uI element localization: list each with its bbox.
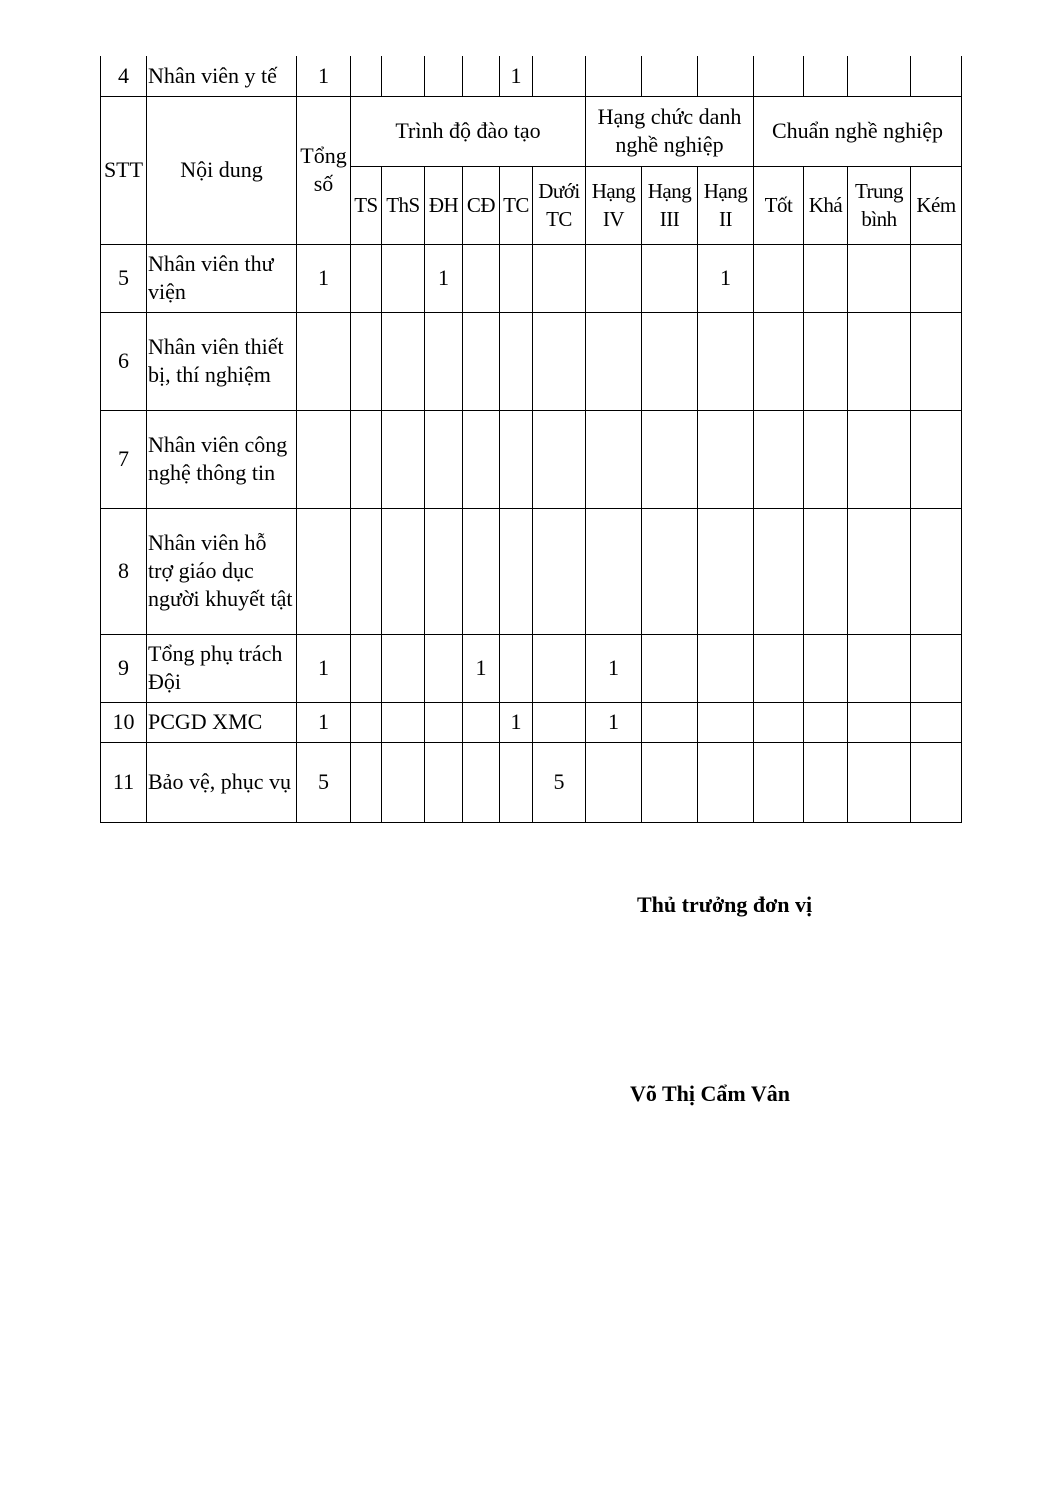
row-cell (425, 312, 463, 410)
row-cell (586, 742, 642, 822)
row-cell (804, 410, 848, 508)
row-cell (500, 244, 533, 312)
row-cell (804, 56, 848, 96)
row-cell (754, 634, 804, 702)
row-cell (848, 508, 911, 634)
row-cell (425, 508, 463, 634)
row-cell (351, 312, 382, 410)
row-cell: 1 (698, 244, 754, 312)
row-cell (911, 634, 962, 702)
row-cell (425, 56, 463, 96)
row-cell (351, 410, 382, 508)
row-cell (586, 508, 642, 634)
row-cell (463, 410, 500, 508)
row-cell (463, 742, 500, 822)
row-cell (698, 702, 754, 742)
row-cell (754, 702, 804, 742)
row-cell (698, 312, 754, 410)
row-cell (463, 702, 500, 742)
row-cell (500, 742, 533, 822)
row-content: Nhân viên thư viện (147, 244, 297, 312)
row-cell (463, 56, 500, 96)
table-row (101, 508, 962, 634)
row-cell (500, 312, 533, 410)
row-cell (382, 410, 425, 508)
row-cell (351, 702, 382, 742)
row-cell (642, 410, 698, 508)
row-cell (533, 56, 586, 96)
row-cell (642, 742, 698, 822)
row-cell: 5 (297, 742, 351, 822)
row-cell (425, 410, 463, 508)
header-standard-trung-binh: Trung bình (848, 166, 911, 244)
table-header (101, 96, 962, 244)
row-cell (804, 634, 848, 702)
row-cell (382, 634, 425, 702)
row-cell: 1 (586, 634, 642, 702)
header-training-ths: ThS (382, 166, 425, 244)
row-content: Nhân viên công nghệ thông tin (147, 410, 297, 508)
row-cell (848, 702, 911, 742)
row-stt: 7 (101, 410, 147, 508)
row-cell (911, 410, 962, 508)
row-cell (533, 410, 586, 508)
row-content: Nhân viên y tế (147, 56, 297, 96)
table-body-top (101, 56, 962, 96)
header-training-dh: ĐH (425, 166, 463, 244)
row-stt: 9 (101, 634, 147, 702)
header-rank-iii: Hạng III (642, 166, 698, 244)
row-cell (911, 312, 962, 410)
row-stt: 10 (101, 702, 147, 742)
row-cell (754, 312, 804, 410)
row-cell: 1 (297, 244, 351, 312)
row-cell (848, 742, 911, 822)
row-cell (911, 244, 962, 312)
row-cell (698, 508, 754, 634)
row-cell (463, 508, 500, 634)
row-cell (351, 244, 382, 312)
header-group-rank: Hạng chức danh nghề nghiệp (586, 96, 754, 166)
row-cell (911, 508, 962, 634)
row-cell: 1 (500, 702, 533, 742)
table-row (101, 742, 962, 822)
row-cell: 5 (533, 742, 586, 822)
table-row (101, 410, 962, 508)
row-cell (586, 312, 642, 410)
table-row (101, 702, 962, 742)
row-cell: 1 (500, 56, 533, 96)
row-cell: 1 (297, 56, 351, 96)
row-cell (463, 312, 500, 410)
row-cell (533, 634, 586, 702)
row-cell (382, 56, 425, 96)
row-cell: 1 (425, 244, 463, 312)
table-row (101, 56, 962, 96)
row-cell (351, 634, 382, 702)
row-cell (382, 244, 425, 312)
row-cell (848, 410, 911, 508)
row-cell (698, 634, 754, 702)
row-cell (804, 312, 848, 410)
header-standard-kha: Khá (804, 166, 848, 244)
row-cell (642, 702, 698, 742)
row-cell (754, 244, 804, 312)
row-cell (500, 634, 533, 702)
header-standard-tot: Tốt (754, 166, 804, 244)
row-cell (848, 244, 911, 312)
row-cell (804, 742, 848, 822)
row-cell (500, 508, 533, 634)
staff-statistics-table (100, 56, 962, 823)
row-cell: 1 (297, 634, 351, 702)
table-row (101, 312, 962, 410)
row-cell (754, 742, 804, 822)
row-cell (698, 410, 754, 508)
header-training-duoi-tc: Dưới TC (533, 166, 586, 244)
header-group-standard: Chuẩn nghề nghiệp (754, 96, 962, 166)
table-row (101, 634, 962, 702)
header-stt: STT (101, 96, 147, 244)
row-cell (586, 244, 642, 312)
row-cell: 1 (463, 634, 500, 702)
signature-title: Thủ trưởng đơn vị (637, 892, 813, 917)
header-training-tc: TC (500, 166, 533, 244)
row-cell (533, 702, 586, 742)
row-stt: 5 (101, 244, 147, 312)
row-cell (911, 702, 962, 742)
row-cell (382, 702, 425, 742)
row-cell (911, 742, 962, 822)
row-cell (804, 508, 848, 634)
row-cell (848, 634, 911, 702)
row-content: Bảo vệ, phục vụ (147, 742, 297, 822)
header-rank-iv: Hạng IV (586, 166, 642, 244)
row-cell (642, 56, 698, 96)
header-group-training: Trình độ đào tạo (351, 96, 586, 166)
row-cell (351, 56, 382, 96)
row-cell (642, 312, 698, 410)
row-cell (351, 508, 382, 634)
row-cell (533, 312, 586, 410)
row-stt: 8 (101, 508, 147, 634)
row-cell (698, 56, 754, 96)
row-cell (804, 244, 848, 312)
row-cell (642, 634, 698, 702)
row-cell: 1 (297, 702, 351, 742)
row-cell (586, 56, 642, 96)
header-standard-kem: Kém (911, 166, 962, 244)
row-cell (425, 702, 463, 742)
row-cell (463, 244, 500, 312)
row-cell (425, 742, 463, 822)
row-cell (351, 742, 382, 822)
row-cell (804, 702, 848, 742)
row-cell (754, 410, 804, 508)
row-cell (642, 244, 698, 312)
row-cell (297, 508, 351, 634)
row-content: Tổng phụ trách Đội (147, 634, 297, 702)
row-cell (425, 634, 463, 702)
header-training-ts: TS (351, 166, 382, 244)
row-cell (911, 56, 962, 96)
row-cell (533, 508, 586, 634)
row-cell (848, 56, 911, 96)
row-cell (297, 312, 351, 410)
row-cell (533, 244, 586, 312)
row-cell (698, 742, 754, 822)
row-stt: 4 (101, 56, 147, 96)
header-rank-ii: Hạng II (698, 166, 754, 244)
row-content: Nhân viên hỗ trợ giáo dục người khuyết tật (147, 508, 297, 634)
row-cell (382, 742, 425, 822)
row-cell (754, 56, 804, 96)
row-cell (382, 312, 425, 410)
row-stt: 6 (101, 312, 147, 410)
signature-name: Võ Thị Cẩm Vân (630, 1081, 790, 1106)
row-cell: 1 (586, 702, 642, 742)
header-tong-so: Tổng số (297, 96, 351, 244)
header-noi-dung: Nội dung (147, 96, 297, 244)
row-content: PCGD XMC (147, 702, 297, 742)
row-cell (500, 410, 533, 508)
header-training-cd: CĐ (463, 166, 500, 244)
row-cell (754, 508, 804, 634)
row-cell (848, 312, 911, 410)
row-content: Nhân viên thiết bị, thí nghiệm (147, 312, 297, 410)
row-cell (586, 410, 642, 508)
row-cell (297, 410, 351, 508)
row-cell (382, 508, 425, 634)
table-body (101, 244, 962, 822)
row-cell (642, 508, 698, 634)
row-stt: 11 (101, 742, 147, 822)
table-row (101, 244, 962, 312)
